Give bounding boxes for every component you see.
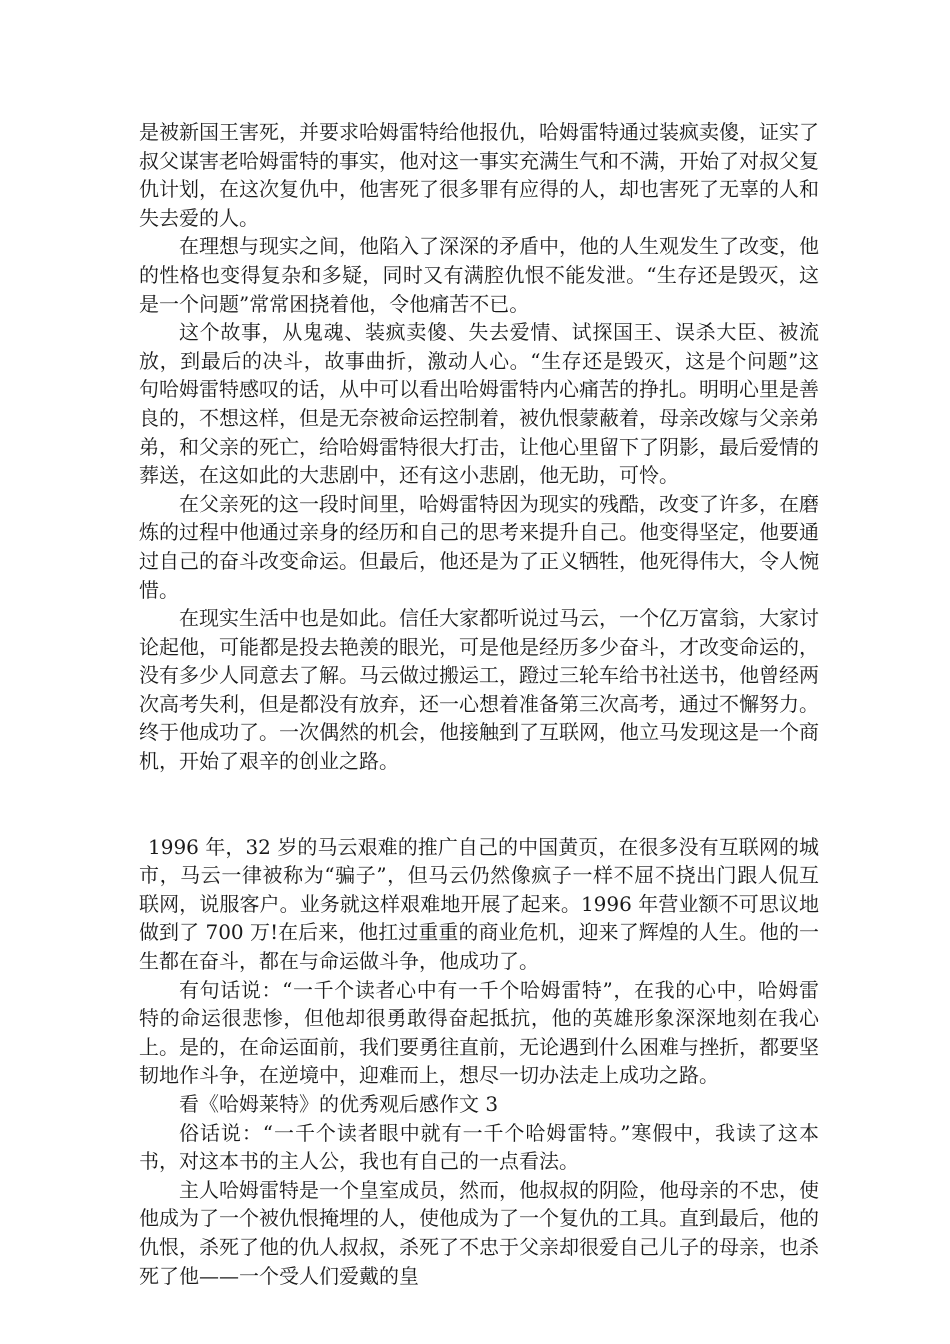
document-body <box>139 118 819 1290</box>
paragraph: 主人哈姆雷特是一个皇室成员，然而，他叔叔的阴险，他母亲的不忠，使他成为了一个被仇恨掩埋的人，使他成为了一个复仇的工具。直到最后，他的仇恨，杀死了他的仇人叔叔，杀死了不忠于父亲却很爱自己儿子的母亲，也杀死了他——一个受人们爱戴的皇 <box>139 1177 819 1288</box>
section-heading: 看《哈姆莱特》的优秀观后感作文 3 <box>179 1092 499 1116</box>
paragraph: 俗话说：“一千个读者眼中就有一千个哈姆雷特。”寒假中，我读了这本书，对这本书的主人公，我也有自己的一点看法。 <box>139 1120 819 1174</box>
paragraph: 有句话说：“一千个读者心中有一千个哈姆雷特”，在我的心中，哈姆雷特的命运很悲惨，但他却很勇敢得奋起抵抗，他的英雄形象深深地刻在我心上。是的，在命运面前，我们要勇往直前，无论遇到什么困难与挫折，都要坚韧地作斗争，在逆境中，迎难而上，想尽一切办法走上成功之路。 <box>139 977 819 1088</box>
paragraph: 在理想与现实之间，他陷入了深深的矛盾中，他的人生观发生了改变，他的性格也变得复杂和多疑，同时又有满腔仇恨不能发泄。“生存还是毁灭，这是一个问题”常常困挠着他，令他痛苦不已。 <box>139 234 819 316</box>
paragraph-gap <box>139 776 819 833</box>
paragraph: 在父亲死的这一段时间里，哈姆雷特因为现实的残酷，改变了许多，在磨炼的过程中他通过亲身的经历和自己的思考来提升自己。他变得坚定，他要通过自己的奋斗改变命运。但最后，他还是为了正义牺牲，他死得伟大，令人惋惜。 <box>139 491 819 602</box>
paragraph: 是被新国王害死，并要求哈姆雷特给他报仇，哈姆雷特通过装疯卖傻，证实了叔父谋害老哈姆雷特的事实，他对这一事实充满生气和不满，开始了对叔父复仇计划，在这次复仇中，他害死了很多罪有应得的人，却也害死了无辜的人和失去爱的人。 <box>139 120 819 230</box>
paragraph: 这个故事，从鬼魂、装疯卖傻、失去爱情、试探国王、误杀大臣、被流放，到最后的决斗，故事曲折，激动人心。“生存还是毁灭，这是个问题”这句哈姆雷特感叹的话，从中可以看出哈姆雷特内心痛苦的挣扎。明明心里是善良的，不想这样，但是无奈被命运控制着，被仇恨蒙蔽着，母亲改嫁与父亲弟弟，和父亲的死亡，给哈姆雷特很大打击，让他心里留下了阴影，最后爱情的葬送，在这如此的大悲剧中，还有这小悲剧，他无助，可怜。 <box>139 320 819 488</box>
paragraph: 1996 年，32 岁的马云艰难的推广自己的中国黄页，在很多没有互联网的城市，马云一律被称为“骗子”，但马云仍然像疯子一样不屈不挠出门跟人侃互联网，说服客户。业务就这样艰难地开展了起来。1996 年营业额不可思议地做到了 700 万!在后来，他扛过重重的商业危机，迎来了辉煌的人生。他的一生都在奋斗，都在与命运做斗争，他成功了。 <box>139 834 819 974</box>
paragraph: 在现实生活中也是如此。信任大家都听说过马云，一个亿万富翁，大家讨论起他，可能都是投去艳羡的眼光，可是他是经历多少奋斗，才改变命运的，没有多少人同意去了解。马云做过搬运工，蹬过三轮车给书社送书，他曾经两次高考失利，但是都没有放弃，还一心想着准备第三次高考，通过不懈努力。终于他成功了。一次偶然的机会，他接触到了互联网，他立马发现这是一个商机，开始了艰辛的创业之路。 <box>139 606 819 774</box>
